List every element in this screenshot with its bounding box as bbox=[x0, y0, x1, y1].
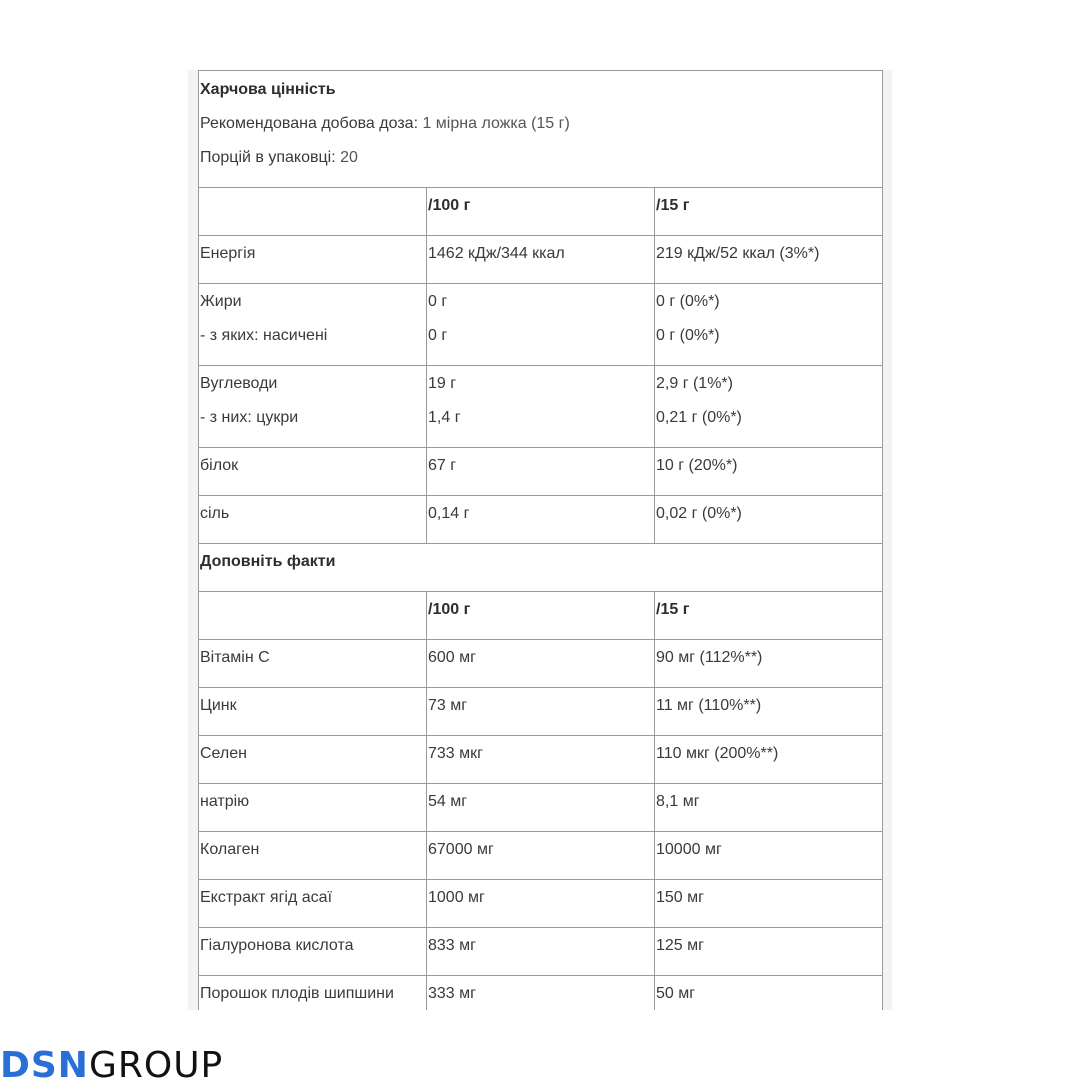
supplement-per100-cell bbox=[427, 784, 655, 832]
supplement-per100-cell bbox=[427, 976, 655, 1011]
nutrient-per100: 0,14 г bbox=[428, 505, 470, 522]
nutrition-table bbox=[198, 70, 883, 1010]
supplement-title-cell bbox=[199, 544, 883, 592]
supplement-header-per100-text: /100 г bbox=[428, 601, 471, 618]
supplement-header-per100 bbox=[427, 592, 655, 640]
nutrition-header-per100 bbox=[427, 188, 655, 236]
supplement-name-cell bbox=[199, 976, 427, 1011]
supplement-header-per15 bbox=[655, 592, 883, 640]
supplement-per100-cell bbox=[427, 832, 655, 880]
supplement-name-cell-text: Цинк bbox=[200, 697, 237, 714]
supplement-name-cell bbox=[199, 928, 427, 976]
supplement-per100-cell bbox=[427, 688, 655, 736]
supplement-header-per15-text: /15 г bbox=[656, 601, 690, 618]
supplement-per100-cell-text: 600 мг bbox=[428, 649, 476, 666]
nutrient-per100: 0 г bbox=[428, 293, 448, 310]
supplement-per100-cell-text: 67000 мг bbox=[428, 841, 494, 858]
nutrient-per15-cell bbox=[655, 284, 883, 366]
supplement-name-cell bbox=[199, 880, 427, 928]
nutrient-per100: 19 г bbox=[428, 375, 457, 392]
supplement-per100-cell bbox=[427, 928, 655, 976]
supplement-per15-cell bbox=[655, 976, 883, 1011]
nutrition-header-empty bbox=[199, 188, 427, 236]
supplement-per15-cell bbox=[655, 688, 883, 736]
supplement-per15-cell bbox=[655, 928, 883, 976]
dose-label: Рекомендована добова доза: bbox=[200, 115, 419, 132]
nutrient-per15: 0 г (0%*) bbox=[656, 293, 720, 310]
supplement-name-cell-text: Екстракт ягід асаї bbox=[200, 889, 333, 906]
supplement-per15-cell bbox=[655, 640, 883, 688]
supplement-per100-cell bbox=[427, 880, 655, 928]
supplement-per15-cell-text: 110 мкг (200%**) bbox=[656, 745, 779, 762]
brand-part-group: GROUP bbox=[88, 1045, 224, 1086]
nutrient-name-cell bbox=[199, 236, 427, 284]
supplement-name-cell-text: Гіалуронова кислота bbox=[200, 937, 354, 954]
supplement-per15-cell-text: 10000 мг bbox=[656, 841, 722, 858]
supplement-name-cell bbox=[199, 640, 427, 688]
nutrient-name-cell bbox=[199, 448, 427, 496]
dose-line bbox=[200, 107, 882, 141]
table-row bbox=[199, 880, 883, 928]
supplement-per100-cell-text: 333 мг bbox=[428, 985, 476, 1002]
nutrient-name-cell bbox=[199, 366, 427, 448]
nutrient-per100-cell bbox=[427, 236, 655, 284]
supplement-name-cell bbox=[199, 736, 427, 784]
supplement-title-row bbox=[199, 544, 883, 592]
supplement-per15-cell bbox=[655, 784, 883, 832]
brand-logo bbox=[0, 1046, 223, 1086]
nutrient-name: Енергія bbox=[200, 245, 256, 262]
header-row bbox=[199, 71, 883, 188]
table-row bbox=[199, 236, 883, 284]
supplement-name-cell-text: Порошок плодів шипшини bbox=[200, 985, 394, 1002]
nutrient-per100-cell bbox=[427, 448, 655, 496]
supplement-name-cell-text: натрію bbox=[200, 793, 250, 810]
nutrient-per15: 219 кДж/52 ккал (3%*) bbox=[656, 245, 820, 262]
nutrient-per15-cell bbox=[655, 236, 883, 284]
nutrition-header-per15-text: /15 г bbox=[656, 197, 690, 214]
nutrient-per100: 1462 кДж/344 ккал bbox=[428, 245, 565, 262]
table-row bbox=[199, 976, 883, 1011]
table-row bbox=[199, 496, 883, 544]
table-row bbox=[199, 784, 883, 832]
supplement-name-cell bbox=[199, 688, 427, 736]
nutrient-per100: 1,4 г bbox=[428, 409, 461, 426]
nutrient-per100: 0 г bbox=[428, 327, 448, 344]
supplement-name-cell-text: Вітамін С bbox=[200, 649, 270, 666]
supplement-name-cell-text: Колаген bbox=[200, 841, 260, 858]
header-cell bbox=[199, 71, 883, 188]
nutrient-per15-cell bbox=[655, 496, 883, 544]
supplement-per100-cell-text: 1000 мг bbox=[428, 889, 485, 906]
nutrient-per15: 0,02 г (0%*) bbox=[656, 505, 742, 522]
supplement-per15-cell-text: 125 мг bbox=[656, 937, 704, 954]
nutrient-name-cell bbox=[199, 284, 427, 366]
supplement-header-empty bbox=[199, 592, 427, 640]
nutrition-header-per100-text: /100 г bbox=[428, 197, 471, 214]
table-row bbox=[199, 284, 883, 366]
supplement-per100-cell bbox=[427, 736, 655, 784]
supplement-name-cell bbox=[199, 784, 427, 832]
nutrient-name: Жири bbox=[200, 293, 242, 310]
supplement-name-cell-text: Селен bbox=[200, 745, 247, 762]
nutrient-name: - з яких: насичені bbox=[200, 327, 328, 344]
servings-label: Порцій в упаковці: bbox=[200, 149, 336, 166]
dose-value: 1 мірна ложка (15 г) bbox=[418, 115, 570, 132]
servings-value: 20 bbox=[335, 149, 358, 166]
supplement-per100-cell-text: 54 мг bbox=[428, 793, 468, 810]
servings-line bbox=[200, 141, 882, 175]
nutrient-per100-cell bbox=[427, 496, 655, 544]
nutrient-per100-cell bbox=[427, 366, 655, 448]
supplement-per100-cell-text: 733 мкг bbox=[428, 745, 483, 762]
table-row bbox=[199, 928, 883, 976]
supplement-per15-cell-text: 11 мг (110%**) bbox=[656, 697, 762, 714]
nutrient-per15-cell bbox=[655, 366, 883, 448]
table-row bbox=[199, 688, 883, 736]
nutrition-column-header-row bbox=[199, 188, 883, 236]
supplement-title: Доповніть факти bbox=[200, 553, 336, 570]
nutrient-name: Вуглеводи bbox=[200, 375, 278, 392]
supplement-per15-cell-text: 90 мг (112%**) bbox=[656, 649, 763, 666]
supplement-per15-cell bbox=[655, 880, 883, 928]
nutrition-table-frame bbox=[188, 70, 892, 1010]
nutrient-per15: 10 г (20%*) bbox=[656, 457, 738, 474]
supplement-per15-cell-text: 8,1 мг bbox=[656, 793, 700, 810]
brand-part-dsn: DSN bbox=[0, 1045, 89, 1086]
supplement-per15-cell-text: 150 мг bbox=[656, 889, 704, 906]
nutrient-per15: 2,9 г (1%*) bbox=[656, 375, 733, 392]
supplement-per100-cell bbox=[427, 640, 655, 688]
supplement-name-cell bbox=[199, 832, 427, 880]
table-row bbox=[199, 736, 883, 784]
nutrient-per100-cell bbox=[427, 284, 655, 366]
supplement-per100-cell-text: 73 мг bbox=[428, 697, 468, 714]
nutrient-name: сіль bbox=[200, 505, 230, 522]
nutrition-header-per15 bbox=[655, 188, 883, 236]
nutrient-name: - з них: цукри bbox=[200, 409, 299, 426]
table-title: Харчова цінність bbox=[200, 81, 336, 98]
table-row bbox=[199, 832, 883, 880]
supplement-column-header-row bbox=[199, 592, 883, 640]
nutrient-per15-cell bbox=[655, 448, 883, 496]
table-row bbox=[199, 448, 883, 496]
nutrient-per15: 0,21 г (0%*) bbox=[656, 409, 742, 426]
supplement-per15-cell-text: 50 мг bbox=[656, 985, 696, 1002]
table-row bbox=[199, 366, 883, 448]
supplement-per15-cell bbox=[655, 736, 883, 784]
nutrient-name: білок bbox=[200, 457, 239, 474]
nutrient-name-cell bbox=[199, 496, 427, 544]
supplement-per100-cell-text: 833 мг bbox=[428, 937, 476, 954]
nutrient-per15: 0 г (0%*) bbox=[656, 327, 720, 344]
nutrient-per100: 67 г bbox=[428, 457, 457, 474]
table-row bbox=[199, 640, 883, 688]
supplement-per15-cell bbox=[655, 832, 883, 880]
